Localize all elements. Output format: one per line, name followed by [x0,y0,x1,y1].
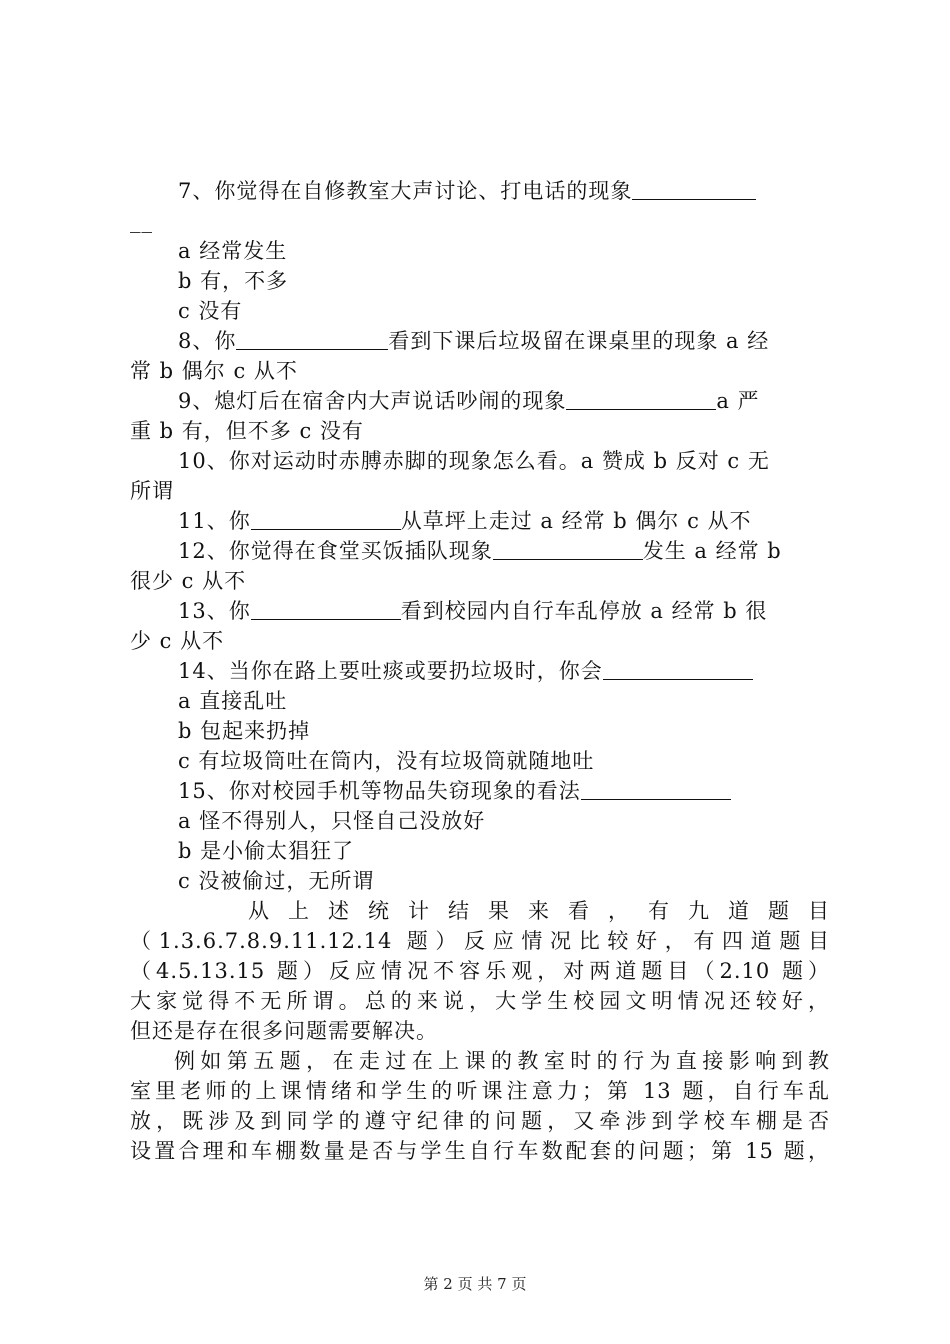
summary-paragraph-line-5: 但还是存在很多问题需要解决。 [130,1019,438,1043]
question-9: 9、熄灯后在宿舍内大声说话吵闹的现象 a 严 [178,389,760,413]
question-8: 8、你 看到下课后垃圾留在课桌里的现象 a 经 [178,329,770,353]
answer-blank [251,507,401,530]
answer-blank [566,387,716,410]
question-13: 13、你 看到校园内自行车乱停放 a 经常 b 很 [178,599,768,623]
option-b: b 包起来扔掉 [178,719,311,743]
option-a: a 怪不得别人，只怪自己没放好 [178,809,486,833]
summary-paragraph-line-3: （4.5.13.15 题）反应情况不容乐观，对两道题目（2.10 题） [130,959,830,983]
question-8-cont: 常 b 偶尔 c 从不 [130,359,298,383]
question-7-blank-cont: __ [130,209,153,233]
answer-blank [493,537,643,560]
summary-paragraph-line-4: 大家觉得不无所谓。总的来说，大学生校园文明情况还较好， [130,989,830,1013]
option-a: a 直接乱吐 [178,689,288,713]
option-c: c 有垃圾筒吐在筒内，没有垃圾筒就随地吐 [178,749,595,773]
example-paragraph-line-1: 例如第五题，在走过在上课的教室时的行为直接影响到教 [174,1049,830,1073]
question-9-cont: 重 b 有，但不多 c 没有 [130,419,364,443]
question-14: 14、当你在路上要吐痰或要扔垃圾时，你会 [130,656,830,686]
option-c: c 没有 [178,299,243,323]
option-a: a 经常发生 [178,239,288,263]
example-paragraph-line-2: 室里老师的上课情绪和学生的听课注意力；第 13 题，自行车乱 [130,1079,830,1103]
question-7: 7、你觉得在自修教室大声讨论、打电话的现象 [130,176,830,206]
question-11: 11、你 从草坪上走过 a 经常 b 偶尔 c 从不 [178,509,752,533]
example-paragraph-line-4: 设置合理和车棚数量是否与学生自行车数配套的问题；第 15 题， [130,1139,830,1163]
question-10-cont: 所谓 [130,479,174,503]
example-paragraph-line-3: 放，既涉及到同学的遵守纪律的问题，又牵涉到学校车棚是否 [130,1109,830,1133]
page-footer: 第 2 页 共 7 页 [423,1275,527,1293]
question-13-cont: 少 c 从不 [130,629,225,653]
option-b: b 是小偷太猖狂了 [178,839,355,863]
answer-blank [236,327,388,350]
answer-blank [603,657,753,680]
option-b: b 有，不多 [178,269,289,293]
question-12-cont: 很少 c 从不 [130,569,247,593]
question-15: 15、你对校园手机等物品失窃现象的看法 [130,776,830,806]
summary-paragraph-line-2: （1.3.6.7.8.9.11.12.14 题）反应情况比较好，有四道题目 [130,929,830,953]
document-body [130,176,830,1166]
option-c: c 没被偷过，无所谓 [178,869,375,893]
question-10: 10、你对运动时赤膊赤脚的现象怎么看。a 赞成 b 反对 c 无 [178,449,770,473]
answer-blank [251,597,401,620]
question-12: 12、你觉得在食堂买饭插队现象 发生 a 经常 b [178,539,782,563]
summary-paragraph-line-1: 从 上 述 统 计 结 果 来 看 ， 有 九 道 题 目 [248,899,830,923]
answer-blank [632,177,756,200]
answer-blank [581,777,731,800]
